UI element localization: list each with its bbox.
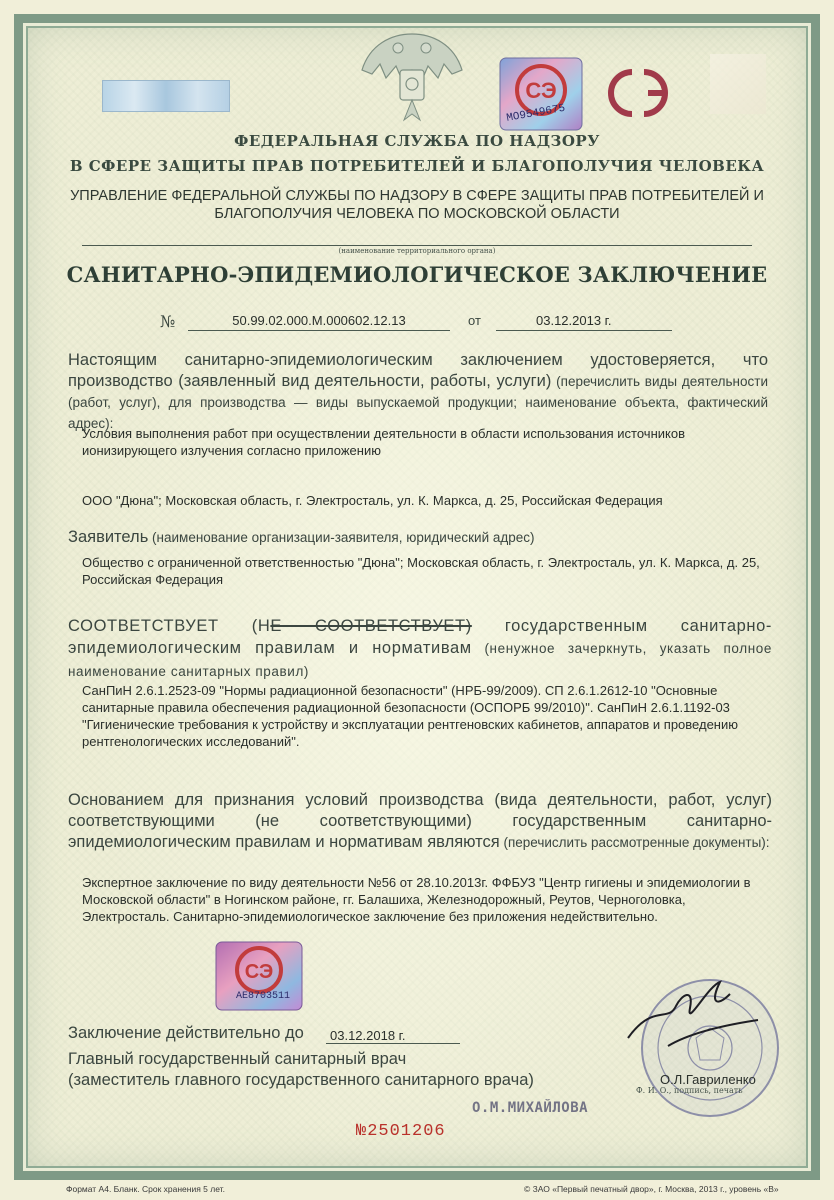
document-title: САНИТАРНО-ЭПИДЕМИОЛОГИЧЕСКОЕ ЗАКЛЮЧЕНИЕ bbox=[66, 262, 768, 287]
stamp-name: О.М.МИХАЙЛОВА bbox=[472, 1100, 589, 1116]
issue-date: 03.12.2013 г. bbox=[496, 313, 672, 331]
compliance-suffix: государственным санитарно-эпидемиологическим правилам и нормативам bbox=[68, 617, 772, 657]
basis-note: (перечислить рассмотренные документы): bbox=[499, 835, 770, 850]
compliance-paragraph bbox=[68, 615, 772, 683]
doctor-title: Главный государственный санитарный врач bbox=[68, 1050, 407, 1068]
number-label: № bbox=[160, 312, 176, 331]
hologram-square bbox=[710, 54, 766, 114]
basis-paragraph bbox=[68, 790, 772, 853]
agency-title-line1: ФЕДЕРАЛЬНАЯ СЛУЖБА ПО НАДЗОРУ bbox=[234, 132, 600, 150]
activity-conditions: Условия выполнения работ при осуществлении деятельности в области использования источников ионизирующего излучения согласно приложению bbox=[82, 426, 685, 458]
official-seal-icon bbox=[598, 968, 788, 1118]
se-logo-icon bbox=[598, 66, 680, 120]
hologram-strip bbox=[102, 80, 230, 112]
compliance-note: (ненужное зачеркнуть, указать полное наименование санитарных правил) bbox=[68, 641, 772, 679]
signer-name: О.Л.Гавриленко bbox=[660, 1072, 756, 1087]
organization-address: ООО "Дюна"; Московская область, г. Электросталь, ул. К. Маркса, д. 25, Российская Федерация bbox=[82, 493, 663, 508]
agency-title-line2: В СФЕРЕ ЗАЩИТЫ ПРАВ ПОТРЕБИТЕЛЕЙ И БЛАГОПОЛУЧИЯ ЧЕЛОВЕКА bbox=[69, 157, 765, 175]
basis-lead: Основанием для признания условий производства (вида деятельности, работ, услуг) соответствующими (не соответствующими) государственным санитарно-эпидемиологическим правилам и нормативам являются bbox=[68, 791, 772, 851]
footer-format-note: Формат А4. Бланк. Срок хранения 5 лет. bbox=[66, 1184, 225, 1194]
validity-date: 03.12.2018 г. bbox=[326, 1028, 460, 1044]
compliance-prefix: СООТВЕТСТВУЕТ (Н bbox=[68, 617, 271, 635]
signer-caption: Ф. И. О., подпись, печать bbox=[636, 1086, 743, 1095]
hologram-bottom-code: АЕ8703511 bbox=[236, 991, 291, 1002]
intro-note: (перечислить виды деятельности (работ, услуг), для производства — виды выпускаемой продукции; наименование объекта, фактический адрес): bbox=[68, 374, 768, 431]
applicant-note: (наименование организации-заявителя, юридический адрес) bbox=[148, 530, 535, 545]
footer-printer-note: © ЗАО «Первый печатный двор», г. Москва, 2013 г., уровень «В» bbox=[524, 1184, 779, 1194]
doctor-deputy-title: (заместитель главного государственного санитарного врача) bbox=[68, 1071, 534, 1089]
territorial-underline bbox=[82, 245, 752, 246]
applicant-heading bbox=[68, 528, 768, 547]
validity-label: Заключение действительно до bbox=[68, 1024, 304, 1042]
applicant-label: Заявитель bbox=[68, 528, 149, 546]
svg-text:СЭ: СЭ bbox=[244, 961, 274, 983]
certificate-number: 50.99.02.000.М.000602.12.13 bbox=[188, 313, 450, 331]
svg-text:СЭ: СЭ bbox=[525, 78, 557, 103]
compliance-struck: Е СООТВЕТСТВУЕТ) bbox=[270, 617, 472, 635]
intro-paragraph bbox=[68, 350, 768, 434]
territorial-caption: (наименование территориального органа) bbox=[338, 247, 496, 255]
emblem-icon bbox=[352, 30, 472, 130]
from-label: от bbox=[468, 313, 481, 328]
form-serial-number: №2501206 bbox=[356, 1122, 446, 1141]
intro-lead: Настоящим санитарно-эпидемиологическим заключением удостоверяется, что производство (заявленный вид деятельности, работы, услуги) bbox=[68, 351, 768, 390]
hologram-top-code: МО9549675 bbox=[505, 102, 567, 125]
territorial-body: УПРАВЛЕНИЕ ФЕДЕРАЛЬНОЙ СЛУЖБЫ ПО НАДЗОРУ В СФЕРЕ ЗАЩИТЫ ПРАВ ПОТРЕБИТЕЛЕЙ И БЛАГОПОЛУЧИЯ ЧЕЛОВЕКА ПО МОСКОВСКОЙ ОБЛАСТИ bbox=[70, 188, 764, 222]
sanitary-rules: СанПиН 2.6.1.2523-09 "Нормы радиационной безопасности" (НРБ-99/2009). СП 2.6.1.2612-10 "Основные санитарные правила обеспечения радиационной безопасности (ОСПОРБ 99/2010)". СанПиН 2.6.1.1192-03 "Гигиенические требования к устройству и эксплуатации рентгеновских кабинетов, аппаратов и проведению рентгенологических исследований". bbox=[82, 683, 738, 749]
expert-conclusion: Экспертное заключение по виду деятельности №56 от 28.10.2013г. ФФБУЗ "Центр гигиены и эпидемиологии в Московской области" в Ногинском районе, гг. Балашиха, Железнодорожный, Реутов, Черноголовка, Электросталь. Санитарно-эпидемиологическое заключение без приложения недействительно. bbox=[82, 875, 751, 924]
applicant-value: Общество с ограниченной ответственностью "Дюна"; Московская область, г. Электросталь, ул. К. Маркса, д. 25, Российская Федерация bbox=[82, 555, 760, 587]
